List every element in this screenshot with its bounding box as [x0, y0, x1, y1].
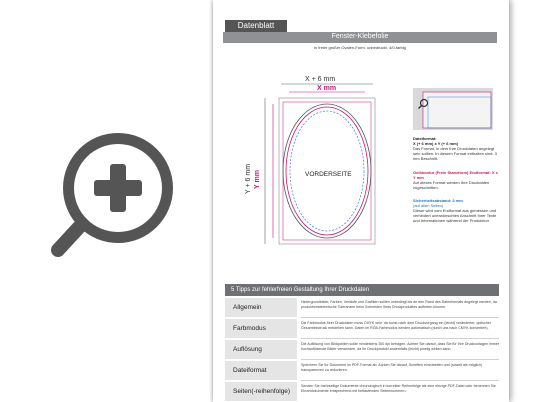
magnifier-handle	[58, 224, 82, 250]
tip-row	[225, 298, 499, 318]
tip-text: Die Auflösung von Bildquellen sollte mindestens 300 dpi betragen. Achten Sie darauf, dass Sie für Ihre Druckvorlagen immer hochauflösende Bilder verwenden, da Ihr Druckprodukt andernfalls (leicht) pixelig wirken kann.	[301, 342, 499, 351]
height-with-bleed-label: Y + 6 mm	[245, 163, 252, 194]
safety-info	[413, 198, 499, 223]
front-side-label: VORDERSEITE	[305, 171, 352, 178]
width-with-bleed-label: X + 6 mm	[305, 76, 336, 83]
tip-row	[225, 382, 499, 402]
tips-heading: 5 Tipps zur fehlerfreien Gestaltung Ihrer Druckdaten	[225, 284, 499, 296]
format-title: Dateiformat:	[413, 136, 437, 141]
format-text: Das Format, in dem Ihre Druckdaten angelegt sein sollten. In diesem Format enthalten sind: 3 mm Beschnitt.	[413, 146, 497, 161]
tip-label: Allgemein	[225, 298, 297, 317]
cut-title: Gelbkontur (Freie Stanzform) Endformat: X x Y mm	[413, 170, 498, 180]
tip-row	[225, 340, 499, 360]
datasheet-page[interactable]	[213, 0, 509, 402]
tip-text: Senden Sie mehrseitige Dokumente chronologisch in korrekter Reihenfolge als eine einzige PDF-Datei oder benennen Sie Einzeldokumente entsprechend mit fortlaufenden Seitennummern.	[301, 384, 496, 393]
datasheet-tab: Datenblatt	[225, 20, 287, 32]
height-label: Y mm	[254, 170, 261, 189]
tip-label: Farbmodus	[225, 319, 297, 338]
tip-label: Dateiformat	[225, 361, 297, 380]
product-title: Fenster-Klebefolie	[331, 33, 389, 40]
tip-label: Auflösung	[225, 340, 297, 359]
safety-title: Sicherheitsabstand: 3 mm	[413, 198, 463, 203]
cut-info	[413, 170, 499, 190]
tip-text: Hintergrundbilder, Farben, Verläufe und Grafiken sollten unbedingt bis an den Rand des Datenformats angelegt werden, da produktionstechnische Toleranzen beim Schneiden Ihres Druckproduktes auftreten können.	[301, 300, 497, 309]
safety-text: Dieser wird vom Endformat aus gemessen und verhindert unerwünschten Anschnitt Ihrer Texte und Informationen während der Produktion.	[413, 208, 497, 223]
tip-label: Seiten(-reihenfolge)	[225, 382, 297, 401]
safety-sub: (auf allen Seiten)	[413, 203, 444, 208]
plus-horizontal	[94, 180, 142, 196]
tip-row	[225, 361, 499, 381]
width-label: X mm	[317, 85, 337, 92]
tip-text: Speichern Sie Ihr Dokument im PDF-Format ab. Achten Sie darauf, Schriften einzubetten und (soweit als möglich) transparenzen zu reduzieren.	[301, 363, 483, 372]
product-subtitle: in freier großer Ovalen-Form, unbedruckt, 4/0-farbig	[314, 45, 406, 50]
tip-row	[225, 319, 499, 339]
format-value: X (+ 6 mm) x Y (+ 6 mm)	[413, 141, 458, 146]
cut-text: Auf dieses Format werden Ihre Druckdaten zugeschnitten.	[413, 180, 490, 190]
tip-text: Die Farbmodus Ihrer Druckdaten muss CMYK sein, da sonst nach dem Druckvorgang ein (leicht) veränderter, optischer Gesamteindruck entstehen kann. Daten im RGB-Farbmodus werden automatisch (durch uns nach CMYK konvertiert).	[301, 321, 491, 330]
format-info	[413, 136, 499, 161]
